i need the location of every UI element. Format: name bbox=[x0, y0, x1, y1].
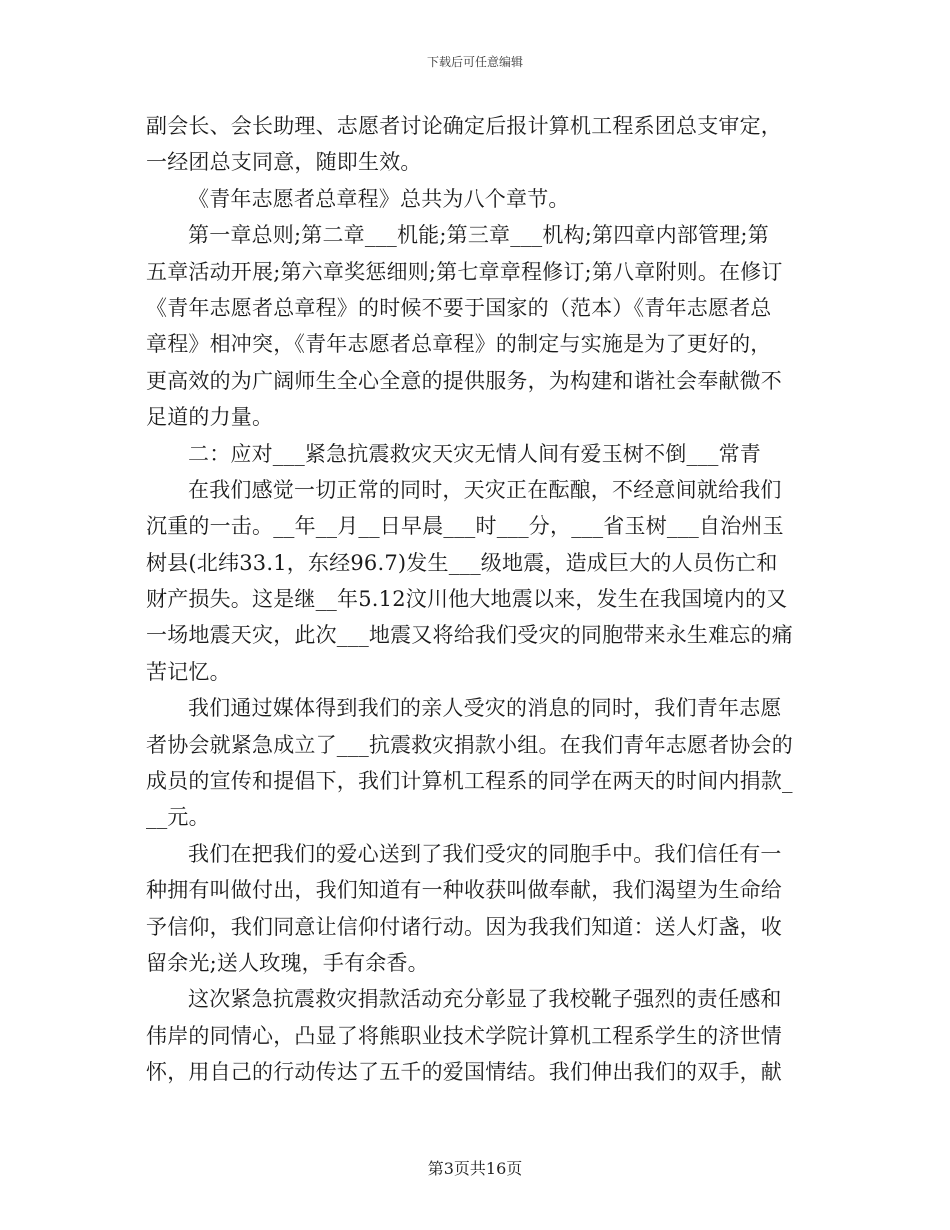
text-line: 更高效的为广阔师生全心全意的提供服务，为构建和谐社会奉献微不 bbox=[146, 368, 782, 393]
text-line: 者协会就紧急成立了___抗震救灾捐款小组。在我们青年志愿者协会的 bbox=[146, 732, 793, 757]
text-line: 章程》相冲突，《青年志愿者总章程》的制定与实施是为了更好的， bbox=[146, 332, 772, 357]
text-line: 《青年志愿者总章程》总共为八个章节。 bbox=[188, 186, 570, 211]
text-line: 《青年志愿者总章程》的时候不要于国家的（范本）《青年志愿者总 bbox=[146, 295, 772, 320]
text-line: 五章活动开展;第六章奖惩细则;第七章章程修订;第八章附则。在修订 bbox=[146, 259, 783, 284]
document-body bbox=[146, 108, 806, 1091]
text-line: 留余光;送人玫瑰，手有余香。 bbox=[146, 950, 429, 975]
text-line: 予信仰，我们同意让信仰付诸行动。因为我我们知道：送人灯盏，收 bbox=[146, 914, 782, 939]
text-line: 二：应对___紧急抗震救灾天灾无情人间有爱玉树不倒___常青 bbox=[188, 441, 761, 466]
text-line: 怀，用自己的行动传达了五千的爱国情结。我们伸出我们的双手，献 bbox=[146, 1060, 782, 1085]
text-line: 足道的力量。 bbox=[146, 405, 274, 430]
text-line: 我们通过媒体得到我们的亲人受灾的消息的同时，我们青年志愿 bbox=[188, 696, 782, 721]
text-line: __元。 bbox=[146, 805, 210, 830]
text-line: 树县(北纬33.1，东经96.7)发生___级地震，造成巨大的人员伤亡和 bbox=[146, 550, 778, 575]
page-header: 下载后可任意编辑 bbox=[426, 55, 523, 69]
text-line: 一场地震天灾，此次___地震又将给我们受灾的同胞带来永生难忘的痛 bbox=[146, 623, 793, 648]
text-line: 一经团总支同意，随即生效。 bbox=[146, 150, 422, 175]
text-line: 苦记忆。 bbox=[146, 659, 231, 684]
text-line: 伟岸的同情心，凸显了将熊职业技术学院计算机工程系学生的济世情 bbox=[146, 1023, 782, 1048]
text-line: 副会长、会长助理、志愿者讨论确定后报计算机工程系团总支审定， bbox=[146, 114, 782, 138]
text-line: 沉重的一击。__年__月__日早晨___时___分，___省玉树___自治州玉 bbox=[146, 514, 784, 539]
text-line: 财产损失。这是继__年5.12汶川他大地震以来，发生在我国境内的又 bbox=[146, 587, 788, 612]
text-line: 种拥有叫做付出，我们知道有一种收获叫做奉献，我们渴望为生命给 bbox=[146, 878, 782, 903]
text-line: 这次紧急抗震救灾捐款活动充分彰显了我校靴子强烈的责任感和 bbox=[188, 987, 782, 1012]
text-line: 成员的宣传和提倡下，我们计算机工程系的同学在两天的时间内捐款_ bbox=[146, 769, 793, 794]
text-line: 我们在把我们的爱心送到了我们受灾的同胞手中。我们信任有一 bbox=[188, 841, 782, 866]
text-line: 第一章总则;第二章___机能;第三章___机构;第四章内部管理;第 bbox=[188, 223, 769, 248]
text-line: 在我们感觉一切正常的同时，天灾正在酝酿，不经意间就给我们 bbox=[188, 477, 782, 502]
page-number: 第3页共16页 bbox=[427, 1159, 523, 1178]
